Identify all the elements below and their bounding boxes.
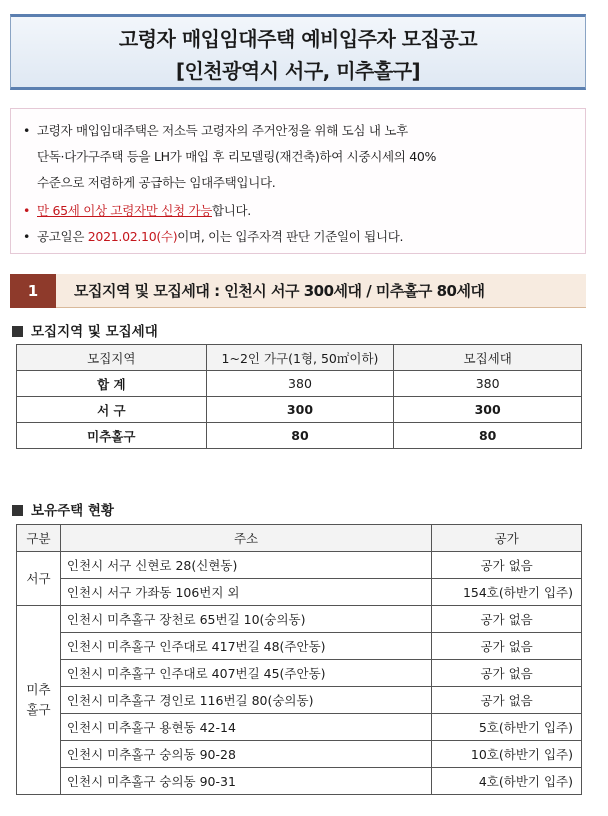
square-bullet-icon: [12, 326, 23, 337]
table-row: 서구 인천시 서구 신현로 28(신현동) 공가 없음: [17, 552, 582, 579]
recruit-heading: 모집지역 및 모집세대: [12, 320, 158, 340]
table-row: 인천시 미추홀구 용현동 42-14 5호(하반기 입주): [17, 714, 582, 741]
group-michuhol-gu: 미추 홀구: [17, 606, 61, 795]
announcement-date: 2021.02.10(수): [87, 229, 178, 244]
table-row: 미추홀구 80 80: [17, 423, 582, 449]
table-row: 인천시 미추홀구 경인로 116번길 80(숭의동) 공가 없음: [17, 687, 582, 714]
section-header: [10, 274, 586, 308]
table-row: 합 계 380 380: [17, 371, 582, 397]
table-row: 서 구 300 300: [17, 397, 582, 423]
table-header-row: 모집지역 1~2인 가구(1형, 50㎡이하) 모집세대: [17, 345, 582, 371]
table-row: 인천시 미추홀구 숭의동 90-31 4호(하반기 입주): [17, 768, 582, 795]
table-header-row: 구분 주소 공가: [17, 525, 582, 552]
section-title: 모집지역 및 모집세대 : 인천시 서구 300세대 / 미추홀구 80세대: [74, 282, 485, 300]
title-banner: [10, 14, 586, 90]
table-row: 인천시 서구 가좌동 106번지 외 154호(하반기 입주): [17, 579, 582, 606]
age-requirement: 만 65세 이상 고령자만 신청 가능: [37, 203, 212, 218]
info-line-5: • 공고일은 2021.02.10(수)이며, 이는 입주자격 판단 기준일이 됩니다.: [23, 229, 404, 244]
info-box: [10, 108, 586, 254]
holdings-heading: 보유주택 현황: [12, 499, 114, 519]
table-row: 인천시 미추홀구 인주대로 417번길 48(주안동) 공가 없음: [17, 633, 582, 660]
bullet-icon: •: [23, 123, 31, 138]
table-row: 인천시 미추홀구 인주대로 407번길 45(주안동) 공가 없음: [17, 660, 582, 687]
table-row: 인천시 미추홀구 숭의동 90-28 10호(하반기 입주): [17, 741, 582, 768]
info-line-3: 수준으로 저렴하게 공급하는 임대주택입니다.: [37, 175, 276, 190]
group-seo-gu: 서구: [17, 552, 61, 606]
bullet-icon: •: [23, 203, 31, 218]
recruit-table: [16, 344, 582, 449]
page-title: 고령자 매입임대주택 예비입주자 모집공고: [118, 27, 478, 51]
square-bullet-icon: [12, 505, 23, 516]
info-line-1: • 고령자 매입임대주택은 저소득 고령자의 주거안정을 위해 도심 내 노후: [23, 123, 408, 138]
table-row: 미추 홀구 인천시 미추홀구 장천로 65번길 10(숭의동) 공가 없음: [17, 606, 582, 633]
section-number: 1: [10, 274, 56, 308]
bullet-icon: •: [23, 229, 31, 244]
page-subtitle: [인천광역시 서구, 미추홀구]: [175, 59, 421, 83]
info-line-4: • 만 65세 이상 고령자만 신청 가능합니다.: [23, 203, 251, 218]
holdings-table: [16, 524, 582, 795]
info-line-2: 단독·다가구주택 등을 LH가 매입 후 리모델링(재건축)하여 시중시세의 40%: [37, 149, 437, 164]
